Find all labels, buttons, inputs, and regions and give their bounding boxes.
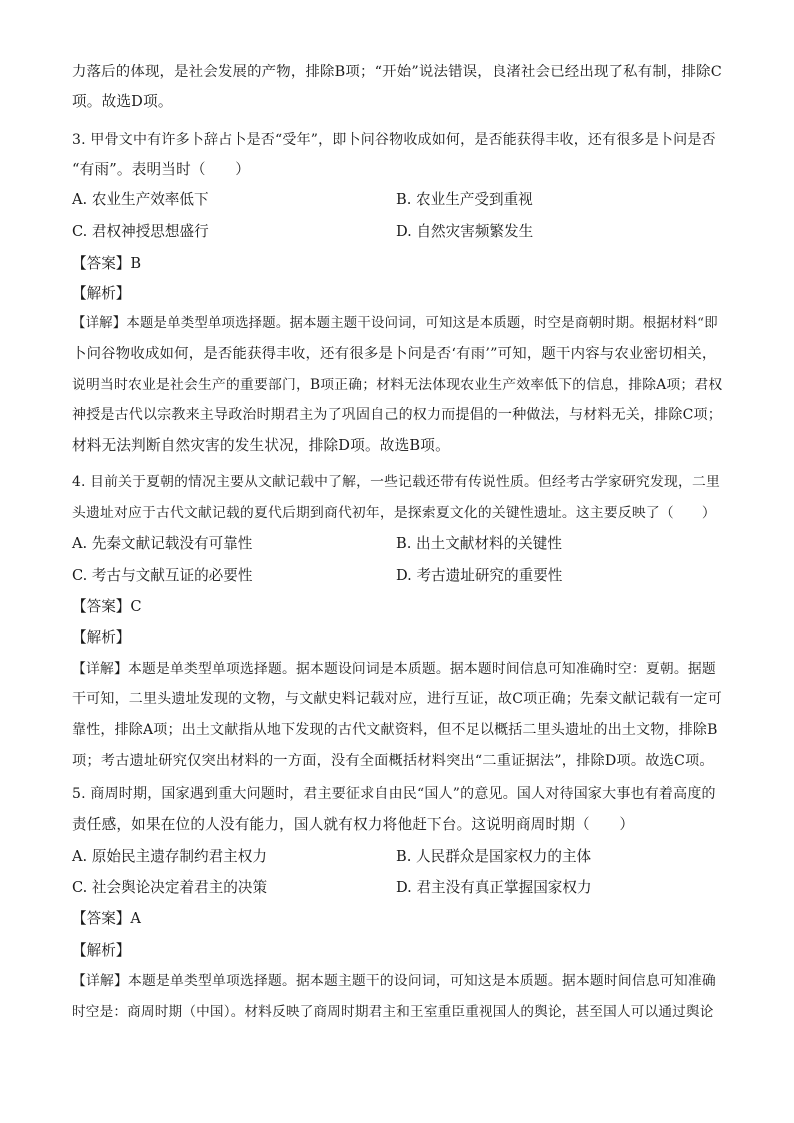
detail-line: 干可知，二里头遗址发现的文物，与文献史料记载对应，进行互证，故C项正确；先秦文献记载有一定可 bbox=[72, 691, 722, 707]
option-a: A. 农业生产效率低下 bbox=[72, 191, 209, 208]
question-3-stem: 3. 甲骨文中有许多卜辞占卜是否“受年”，即卜问谷物收成如何，是否能获得丰收，还有很多是卜问是否 bbox=[72, 132, 716, 148]
option-b: B. 人民群众是国家权力的主体 bbox=[396, 848, 592, 865]
detail-line: 卜问谷物收成如何，是否能获得丰收，还有很多是卜问是否‘有雨’”可知，题干内容与农业密切相关， bbox=[72, 346, 717, 362]
text-line: 项。故选D项。 bbox=[72, 93, 173, 110]
question-5-stem: 5. 商周时期，国家遇到重大问题时，君主要征求自由民“国人”的意见。国人对待国家大事也有着高度的 bbox=[72, 786, 716, 802]
answer-row bbox=[72, 597, 142, 617]
analysis-label: 【解析】 bbox=[72, 629, 131, 646]
option-b: B. 农业生产受到重视 bbox=[396, 191, 533, 208]
question-4-stem: 4. 目前关于夏朝的情况主要从文献记载中了解，一些记载还带有传说性质。但经考古学家研究发现，二里 bbox=[72, 474, 721, 490]
text-line: 力落后的体现，是社会发展的产物，排除B项；“开始”说法错误，良渚社会已经出现了私有制，排除C bbox=[72, 64, 722, 80]
detail-line: 【详解】本题是单类型单项选择题。据本题主题干设问词，可知这是本质题，时空是商朝时期。根据材料“即 bbox=[72, 316, 718, 331]
detail-line: 时空是：商周时期（中国）。材料反映了商周时期君主和王室重臣重视国人的舆论，甚至国人可以通过舆论 bbox=[72, 1004, 714, 1020]
analysis-label: 【解析】 bbox=[72, 285, 131, 302]
detail-line: 【详解】本题是单类型单项选择题。据本题设问词是本质题。据本题时间信息可知准确时空：夏朝。据题 bbox=[72, 661, 716, 677]
option-d: D. 自然灾害频繁发生 bbox=[396, 223, 534, 240]
answer-value: A bbox=[130, 910, 141, 927]
answer-label: 【答案】 bbox=[72, 255, 131, 272]
option-c: C. 君权神授思想盛行 bbox=[72, 223, 209, 240]
option-d: D. 君主没有真正掌握国家权力 bbox=[396, 879, 592, 896]
detail-line: 说明当时农业是社会生产的重要部门，B项正确；材料无法体现农业生产效率低下的信息，排除A项；君权 bbox=[72, 377, 723, 393]
option-b: B. 出土文献材料的关键性 bbox=[396, 535, 562, 552]
option-a: A. 先秦文献记载没有可靠性 bbox=[72, 535, 253, 552]
answer-row bbox=[72, 254, 141, 274]
option-a: A. 原始民主遗存制约君主权力 bbox=[72, 848, 267, 865]
answer-value: B bbox=[130, 255, 142, 272]
option-c: C. 考古与文献互证的必要性 bbox=[72, 567, 253, 584]
detail-line: 靠性，排除A项；出土文献指从地下发现的古代文献资料，但不足以概括二里头遗址的出土文物，排除B bbox=[72, 722, 718, 738]
answer-value: C bbox=[130, 598, 142, 615]
detail-line: 项；考古遗址研究仅突出材料的一方面，没有全面概括材料突出“二重证据法”，排除D项。故选C项。 bbox=[72, 753, 714, 769]
answer-label: 【答案】 bbox=[72, 910, 131, 927]
option-d: D. 考古遗址研究的重要性 bbox=[396, 567, 563, 584]
question-3-stem: “有雨”。表明当时（ ） bbox=[72, 161, 251, 178]
question-4-stem: 头遗址对应于古代文献记载的夏代后期到商代初年，是探索夏文化的关键性遗址。这主要反映了（ ） bbox=[72, 505, 716, 521]
answer-label: 【答案】 bbox=[72, 598, 131, 615]
detail-line: 神授是古代以宗教来主导政治时期君主为了巩固自己的权力而提倡的一种做法，与材料无关，排除C项； bbox=[72, 407, 722, 423]
detail-line: 【详解】本题是单类型单项选择题。据本题主题干的设问词，可知这是本质题。据本题时间信息可知准确 bbox=[72, 973, 716, 989]
question-5-stem: 责任感，如果在位的人没有能力，国人就有权力将他赶下台。这说明商周时期（ ） bbox=[72, 816, 635, 833]
answer-row bbox=[72, 909, 141, 929]
detail-line: 材料无法判断自然灾害的发生状况，排除D项。故选B项。 bbox=[72, 437, 450, 454]
analysis-label: 【解析】 bbox=[72, 942, 131, 959]
option-c: C. 社会舆论决定着君主的决策 bbox=[72, 879, 268, 896]
